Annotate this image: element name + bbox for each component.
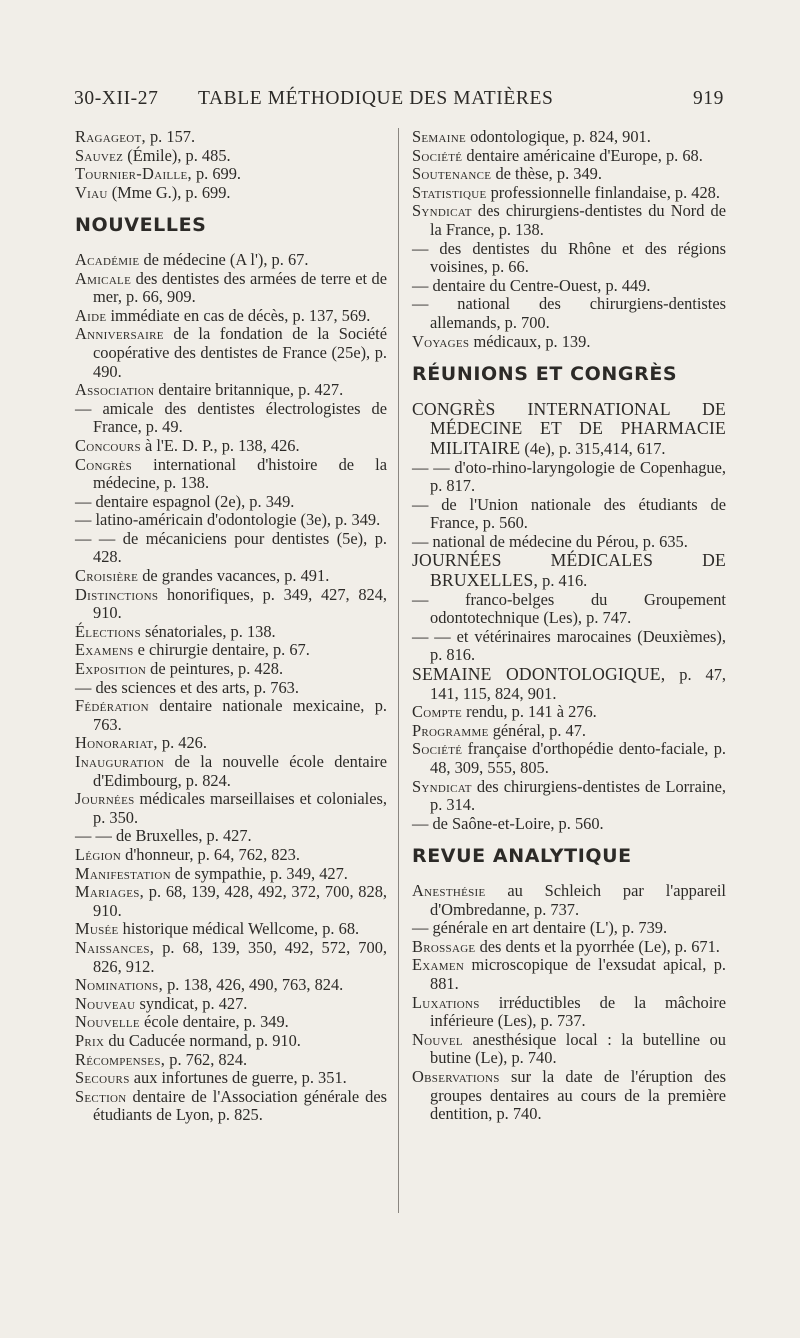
entry-text: p. 68, 139, 350, 492, 572, 700, 826, 912.	[93, 937, 387, 976]
entry-heading: Secours	[75, 1068, 130, 1088]
entry-text: de la fondation de la Société coopérative des dentistes de France (25e), p. 490.	[93, 324, 387, 381]
entry-heading: Société	[412, 145, 463, 165]
index-entry	[412, 956, 726, 993]
index-entry	[412, 1068, 726, 1124]
entry-text: irréductibles de la mâchoire inférieure (Les), p. 737.	[430, 992, 726, 1031]
entry-text: historique médical Wellcome, p. 68.	[118, 919, 360, 939]
entry-text: des dentistes des armées de terre et de mer, p. 66, 909.	[93, 268, 387, 307]
entry-text: p. 138, 426, 490, 763, 824.	[162, 975, 344, 995]
entry-text: de grandes vacances, p. 491.	[138, 566, 330, 586]
index-entry	[412, 591, 726, 628]
index-entry	[75, 530, 387, 567]
index-entry	[412, 295, 726, 332]
entry-text: dentaire nationale mexicaine, p. 763.	[93, 696, 387, 734]
entry-heading: Statistique	[412, 182, 487, 202]
index-entry	[75, 307, 387, 326]
entry-text: honorifiques, p. 349, 427, 824, 910.	[93, 584, 387, 623]
entry-heading: Observations	[412, 1066, 500, 1086]
entry-text: au Schleich par l'appareil d'Ombredanne, p. 737.	[430, 880, 726, 919]
entry-text: médicales marseillaises et coloniales, p. 350.	[93, 789, 387, 827]
entry-heading: Honorariat,	[75, 733, 158, 753]
index-entry	[412, 882, 726, 919]
entry-text: p. 762, 824.	[165, 1049, 248, 1069]
index-entry	[412, 496, 726, 533]
entry-text: des chirurgiens-dentistes du Nord de la France, p. 138.	[430, 201, 726, 239]
entry-heading: Soutenance	[412, 164, 492, 184]
entry-text: p. 157.	[145, 127, 196, 146]
index-entry	[75, 567, 387, 586]
entry-heading: Congrès	[75, 454, 133, 474]
index-entry	[412, 240, 726, 277]
entry-text: p. 426.	[157, 733, 207, 753]
entry-heading: Journées	[75, 789, 135, 809]
index-entry	[75, 697, 387, 734]
index-entry	[75, 865, 387, 884]
index-entry	[412, 938, 726, 957]
index-entry	[412, 919, 726, 938]
left-column	[75, 128, 387, 1125]
index-entry	[75, 511, 387, 530]
index-entry	[75, 734, 387, 753]
entry-text: — — et vétérinaires marocaines (Deuxièmes), p. 816.	[412, 626, 726, 665]
entry-text: — dentaire espagnol (2e), p. 349.	[75, 491, 295, 511]
entry-heading: Aide	[75, 305, 107, 325]
index-entry	[412, 665, 726, 703]
index-entry	[75, 883, 387, 920]
entry-heading: Examens	[75, 640, 134, 660]
entry-text: — — de mécaniciens pour dentistes (5e), p. 428.	[75, 528, 387, 567]
entry-text: d'honneur, p. 64, 762, 823.	[121, 844, 300, 864]
entry-text: — dentaire du Centre-Ouest, p. 449.	[412, 275, 651, 295]
index-entry	[75, 586, 387, 623]
entry-heading: Semaine	[412, 127, 466, 146]
entry-text: du Caducée normand, p. 910.	[104, 1030, 301, 1050]
entry-heading: Nouveau	[75, 993, 136, 1013]
index-entry	[75, 846, 387, 865]
index-entry	[75, 660, 387, 679]
entry-heading: Prix	[75, 1030, 105, 1050]
entry-heading: Exposition	[75, 659, 147, 679]
index-entry	[75, 1051, 387, 1070]
entry-heading: Nouvelle	[75, 1012, 140, 1032]
entry-text: p. 699.	[191, 164, 242, 184]
entry-text: microscopique de l'exsudat apical, p. 881.	[430, 955, 726, 993]
entry-text: à l'E. D. P., p. 138, 426.	[140, 435, 300, 455]
entry-heading: Inauguration	[75, 752, 165, 771]
entry-heading: Nouvel	[412, 1029, 463, 1049]
index-entry	[75, 1013, 387, 1032]
entry-heading: Syndicat	[412, 776, 472, 796]
entry-text: général, p. 47.	[488, 720, 587, 740]
entry-text: (Émile), p. 485.	[123, 145, 231, 165]
index-entry	[75, 790, 387, 827]
entry-text: odontologique, p. 824, 901.	[466, 127, 651, 146]
entry-text: — de l'Union nationale des étudiants de France, p. 560.	[412, 494, 726, 533]
entry-text: e chirurgie dentaire, p. 67.	[133, 640, 310, 660]
entry-heading: Nominations,	[75, 975, 163, 995]
entry-heading: Viau	[75, 182, 108, 202]
page-number: 919	[692, 88, 724, 109]
index-entry	[412, 815, 726, 834]
index-entry	[75, 325, 387, 381]
entry-text: de peintures, p. 428.	[146, 659, 284, 679]
column-divider	[398, 128, 399, 1213]
entry-text: p. 416.	[538, 571, 588, 591]
header-date: 30-XII-27	[74, 88, 159, 109]
entry-heading: Luxations	[412, 992, 480, 1012]
entry-text: p. 47, 141, 115, 824, 901.	[430, 665, 726, 703]
index-entry	[75, 493, 387, 512]
entry-heading: Concours	[75, 435, 141, 455]
entry-text: syndicat, p. 427.	[135, 993, 248, 1013]
header-title: TABLE MÉTHODIQUE DES MATIÈRES	[198, 88, 554, 109]
index-entry	[75, 827, 387, 846]
index-entry	[75, 976, 387, 995]
index-entry	[75, 437, 387, 456]
entry-text: anesthésique local : la butelline ou butine (Le), p. 740.	[430, 1029, 726, 1068]
index-entry	[412, 994, 726, 1031]
entry-text: rendu, p. 141 à 276.	[462, 702, 597, 722]
entry-text: française d'orthopédie dento-faciale, p. 48, 309, 555, 805.	[430, 739, 726, 777]
index-entry	[412, 400, 726, 459]
index-entry	[75, 165, 387, 184]
entry-heading: Anniversaire	[75, 324, 164, 344]
index-entry	[75, 381, 387, 400]
index-entry	[75, 939, 387, 976]
entry-heading: Programme	[412, 720, 489, 740]
entry-text: immédiate en cas de décès, p. 137, 569.	[106, 305, 371, 325]
entry-heading: Section	[75, 1086, 127, 1106]
entry-text: sénatoriales, p. 138.	[140, 621, 276, 641]
entry-heading: Compte	[412, 702, 463, 722]
index-entry	[412, 1031, 726, 1068]
entry-heading: Élections	[75, 621, 141, 641]
entry-heading: Examen	[412, 955, 465, 975]
entry-heading: Anesthésie	[412, 880, 486, 900]
entry-text: — national des chirurgiens-dentistes allemands, p. 700.	[412, 294, 726, 332]
right-column	[412, 128, 726, 1124]
entry-text: (Mme G.), p. 699.	[107, 182, 231, 202]
entry-heading: Amicale	[75, 268, 132, 288]
entry-text: — des sciences et des arts, p. 763.	[75, 677, 299, 697]
entry-text: de médecine (A l'), p. 67.	[139, 249, 309, 269]
entry-text: — générale en art dentaire (L'), p. 739.	[412, 918, 668, 938]
entry-heading: JOURNÉES MÉDICALES DE BRUXELLES,	[412, 550, 726, 591]
entry-heading: Association	[75, 380, 155, 400]
index-entry	[412, 628, 726, 665]
index-entry	[75, 184, 387, 203]
entry-text: p. 68, 139, 428, 492, 372, 700, 828, 910.	[93, 882, 387, 920]
index-entry	[75, 679, 387, 698]
index-entry	[75, 995, 387, 1014]
index-entry	[412, 202, 726, 239]
section-title: REVUE ANALYTIQUE	[412, 845, 632, 868]
section-title: RÉUNIONS ET CONGRÈS	[412, 363, 678, 386]
entry-heading: Fédération	[75, 696, 149, 716]
entry-text: — latino-américain d'odontologie (3e), p. 349.	[75, 510, 381, 530]
entry-heading: Distinctions	[75, 584, 159, 604]
entry-text: de la nouvelle école dentaire d'Edimbourg, p. 824.	[93, 752, 387, 790]
index-entry	[412, 277, 726, 296]
entry-text: dentaire américaine d'Europe, p. 68.	[462, 145, 703, 165]
index-entry	[75, 147, 387, 166]
index-entry	[412, 722, 726, 741]
entry-heading: Société	[412, 739, 463, 759]
entry-text: dentaire de l'Association générale des étudiants de Lyon, p. 825.	[93, 1086, 387, 1125]
index-entry	[412, 740, 726, 777]
index-entry	[412, 128, 726, 147]
entry-text: des chirurgiens-dentistes de Lorraine, p. 314.	[430, 776, 726, 815]
index-entry	[75, 1032, 387, 1051]
entry-text: des dents et la pyorrhée (Le), p. 671.	[475, 936, 720, 956]
entry-text: — — de Bruxelles, p. 427.	[75, 826, 252, 846]
index-entry	[75, 1069, 387, 1088]
entry-heading: Syndicat	[412, 201, 472, 221]
index-entry	[75, 251, 387, 270]
index-entry	[75, 920, 387, 939]
entry-heading: Naissances,	[75, 937, 155, 957]
index-entry	[75, 1088, 387, 1125]
entry-heading: Voyages	[412, 331, 470, 351]
entry-heading: Croisière	[75, 566, 139, 586]
entry-text: de thèse, p. 349.	[491, 164, 602, 184]
entry-heading: Manifestation	[75, 863, 171, 883]
index-entry	[412, 165, 726, 184]
entry-heading: Sauvez	[75, 145, 124, 165]
index-entry	[412, 333, 726, 352]
index-entry	[412, 533, 726, 552]
index-entry	[412, 703, 726, 722]
entry-heading: Tournier-Daille,	[75, 164, 192, 184]
index-entry	[75, 400, 387, 437]
index-entry	[75, 623, 387, 642]
entry-heading: Mariages,	[75, 882, 145, 902]
entry-text: — amicale des dentistes électrologistes de France, p. 49.	[75, 398, 387, 437]
entry-text: de sympathie, p. 349, 427.	[170, 863, 348, 883]
entry-text: — — d'oto-rhino-laryngologie de Copenhague, p. 817.	[412, 457, 726, 496]
entry-text: médicaux, p. 139.	[469, 331, 591, 351]
index-entry	[75, 641, 387, 660]
entry-text: sur la date de l'éruption des groupes dentaires au cours de la première dentition, p. 740.	[430, 1066, 726, 1124]
index-entry	[75, 128, 387, 147]
index-entry	[75, 270, 387, 307]
entry-text: professionnelle finlandaise, p. 428.	[486, 182, 720, 202]
index-entry	[412, 147, 726, 166]
index-entry	[412, 459, 726, 496]
entry-heading: Académie	[75, 249, 140, 269]
entry-heading: Légion	[75, 844, 122, 864]
entry-heading: Ragageot,	[75, 127, 146, 146]
entry-text: aux infortunes de guerre, p. 351.	[129, 1068, 347, 1088]
entry-text: (4e), p. 315,414, 617.	[520, 438, 666, 458]
index-entry	[412, 551, 726, 590]
entry-text: dentaire britannique, p. 427.	[154, 380, 344, 400]
entry-text: école dentaire, p. 349.	[139, 1012, 289, 1032]
entry-text: — des dentistes du Rhône et des régions voisines, p. 66.	[412, 238, 726, 277]
entry-heading: CONGRÈS INTERNATIONAL DE MÉDECINE ET DE PHARMACIE MILITAIRE	[412, 398, 726, 458]
index-entry	[75, 456, 387, 493]
index-entry	[412, 778, 726, 815]
entry-heading: Musée	[75, 919, 119, 939]
index-entry	[412, 184, 726, 203]
entry-heading: SEMAINE ODONTOLOGIQUE,	[412, 664, 666, 685]
entry-text: — de Saône-et-Loire, p. 560.	[412, 813, 604, 833]
entry-heading: Récompenses,	[75, 1049, 166, 1069]
entry-text: international d'histoire de la médecine, p. 138.	[93, 454, 387, 493]
entry-heading: Brossage	[412, 936, 476, 956]
entry-text: — franco-belges du Groupement odontotechnique (Les), p. 747.	[412, 589, 726, 628]
index-entry	[75, 753, 387, 790]
entry-text: — national de médecine du Pérou, p. 635.	[412, 531, 688, 551]
section-title: NOUVELLES	[75, 214, 207, 237]
